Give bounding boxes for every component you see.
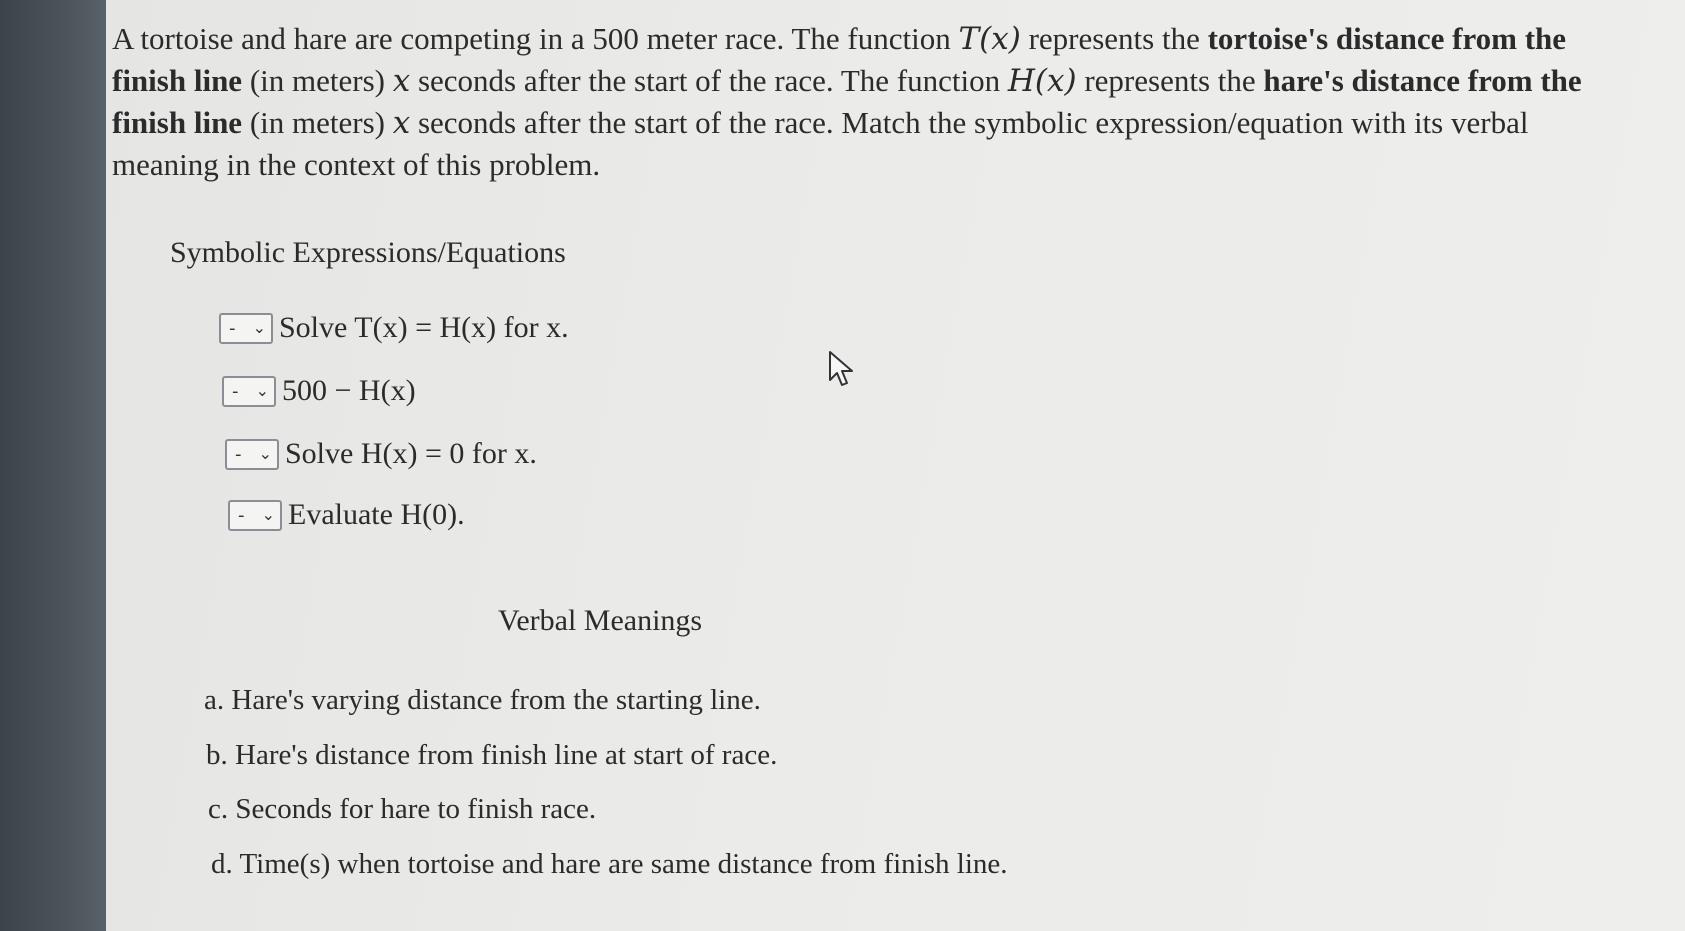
symbolic-row-1: [219, 311, 569, 345]
match-select-3[interactable]: - ⌄: [225, 439, 279, 470]
chevron-down-icon: ⌄: [258, 444, 272, 463]
symbolic-row-4: [228, 498, 465, 532]
match-select-2[interactable]: - ⌄: [222, 376, 276, 407]
problem-statement: A tortoise and hare are competing in a 500 meter race. The function T(x) represents the tortoise's distance from the finish line (in meters) x seconds after the start of the race. The function H(x) represents the hare's distance from the finish line (in meters) x seconds after the start of the race. Match the symbolic expression/equation with its verbal meaning in the context of this problem.: [112, 21, 1582, 182]
monitor-bezel: [0, 0, 106, 931]
symbolic-expression: Solve H(x) = 0 for x.: [285, 437, 537, 470]
symbolic-expression: Evaluate H(0).: [288, 498, 465, 531]
chevron-down-icon: ⌄: [261, 505, 275, 524]
match-select-1[interactable]: - ⌄: [219, 313, 273, 344]
chevron-down-icon: ⌄: [255, 381, 269, 400]
symbolic-expression: Solve T(x) = H(x) for x.: [279, 311, 569, 344]
symbolic-row-2: [222, 374, 416, 408]
mouse-pointer-icon: [828, 350, 856, 388]
verbal-meaning-c: c. Seconds for hare to finish race.: [208, 793, 597, 825]
chevron-down-icon: ⌄: [252, 318, 266, 337]
symbolic-row-3: [225, 437, 537, 471]
verbal-section-title: Verbal Meanings: [498, 604, 703, 637]
match-select-4[interactable]: - ⌄: [228, 500, 282, 531]
verbal-meaning-a: a. Hare's varying distance from the starting line.: [204, 684, 761, 716]
verbal-meaning-b: b. Hare's distance from finish line at start of race.: [206, 739, 778, 771]
symbolic-expression: 500 − H(x): [282, 374, 416, 407]
verbal-meaning-d: d. Time(s) when tortoise and hare are same distance from finish line.: [211, 848, 1008, 880]
symbolic-section-title: Symbolic Expressions/Equations: [170, 236, 566, 269]
